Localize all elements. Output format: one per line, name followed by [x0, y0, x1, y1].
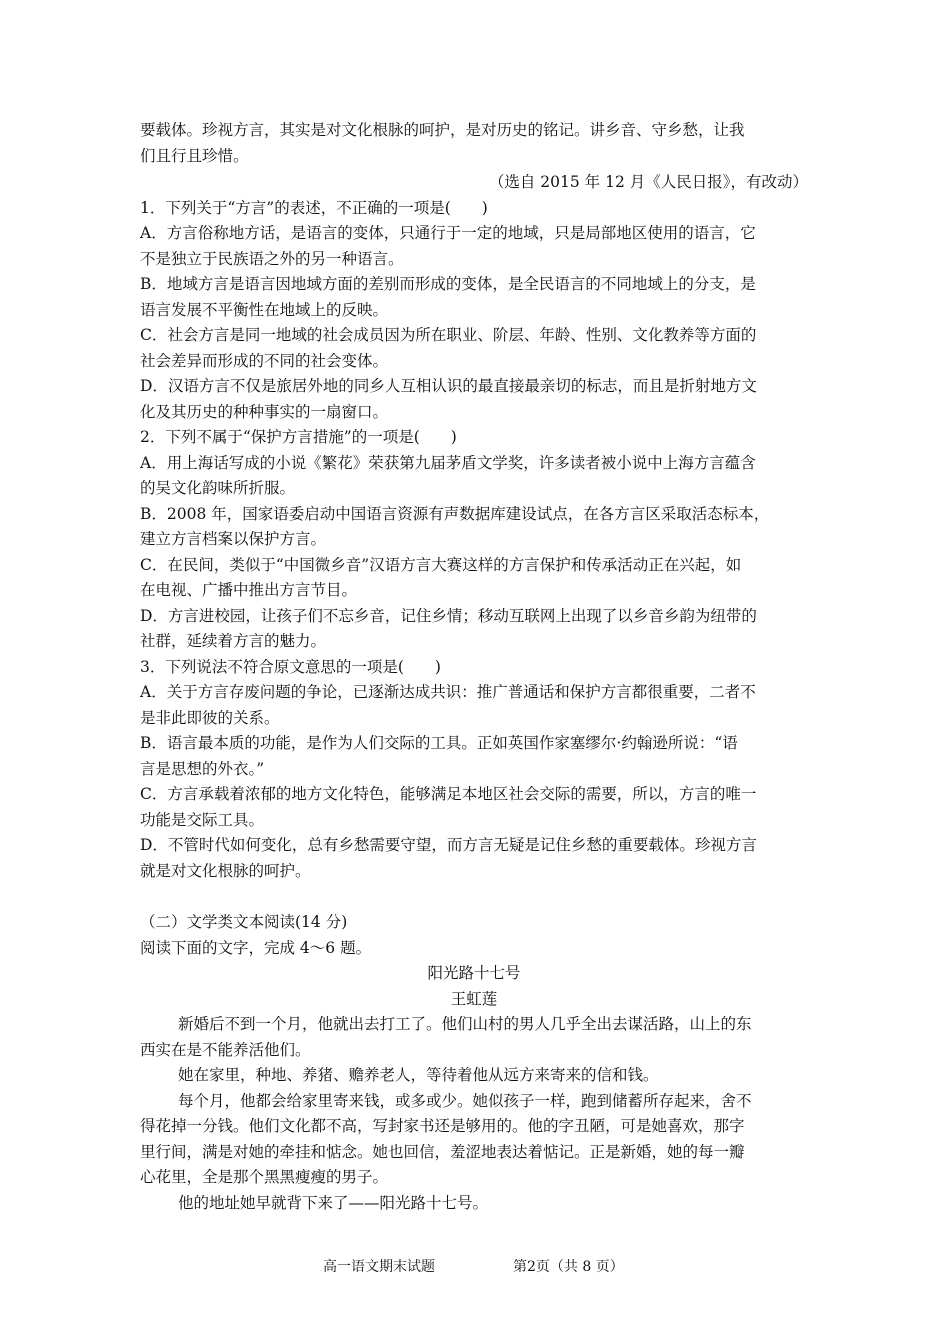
q2-option-b: 建立方言档案以保护方言。 — [140, 530, 327, 548]
footer-page-number: 第2页（共 8 页） — [513, 1259, 624, 1275]
story-paragraph: 每个月，他都会给家里寄来钱，或多或少。她似孩子一样，跑到储蓄所存起来，舍不 — [178, 1092, 752, 1110]
q3-option-b: 言是思想的外衣。” — [140, 760, 265, 778]
q2-option-b: B．2008 年，国家语委启动中国语言资源有声数据库建设试点，在各方言区采取活态标本， — [140, 505, 770, 523]
section-heading: （二）文学类文本阅读(14 分) — [140, 913, 348, 931]
q1-option-a: 不是独立于民族语之外的另一种语言。 — [140, 250, 404, 268]
story-paragraph: 新婚后不到一个月，他就出去打工了。他们山村的男人几乎全出去谋活路，山上的东 — [178, 1015, 752, 1033]
q1-option-d: 化及其历史的种种事实的一扇窗口。 — [140, 403, 389, 421]
story-paragraph: 西实在是不能养活他们。 — [140, 1041, 311, 1059]
q2-option-a: A．用上海话写成的小说《繁花》荣获第九届茅盾文学奖，许多读者被小说中上海方言蕴含 — [140, 454, 756, 472]
source-citation: （选自 2015 年 12 月《人民日报》，有改动） — [488, 173, 808, 191]
q1-option-b: B．地域方言是语言因地域方面的差别而形成的变体，是全民语言的不同地域上的分支，是 — [140, 275, 756, 293]
q1-option-a: A．方言俗称地方话，是语言的变体，只通行于一定的地域，只是局部地区使用的语言，它 — [140, 224, 756, 242]
story-paragraph: 得花掉一分钱。他们文化都不高，写封家书还是够用的。他的字丑陋，可是她喜欢，那字 — [140, 1117, 745, 1135]
section-instruction: 阅读下面的文字，完成 4～6 题。 — [140, 939, 372, 957]
question-2-stem: 2．下列不属于“保护方言措施”的一项是( ) — [140, 428, 457, 446]
q3-option-a: A．关于方言存废问题的争论，已逐渐达成共识：推广普通话和保护方言都很重要，二者不 — [140, 683, 756, 701]
question-3-stem: 3．下列说法不符合原文意思的一项是( ) — [140, 658, 441, 676]
q2-option-d: D．方言进校园，让孩子们不忘乡音，记住乡情；移动互联网上出现了以乡音乡韵为纽带的 — [140, 607, 757, 625]
story-paragraph: 心花里，全是那个黑黑瘦瘦的男子。 — [140, 1168, 389, 1186]
q3-option-c: 功能是交际工具。 — [140, 811, 265, 829]
q3-option-d: 就是对文化根脉的呵护。 — [140, 862, 311, 880]
question-1-stem: 1．下列关于“方言”的表述，不正确的一项是( ) — [140, 199, 488, 217]
q2-option-c: C．在民间，类似于“中国微乡音”汉语方言大赛这样的方言保护和传承活动正在兴起，如 — [140, 556, 742, 574]
story-paragraph: 她在家里，种地、养猪、赡养老人，等待着他从远方来寄来的信和钱。 — [178, 1066, 659, 1084]
q3-option-d: D．不管时代如何变化，总有乡愁需要守望，而方言无疑是记住乡愁的重要载体。珍视方言 — [140, 836, 757, 854]
q3-option-c: C．方言承载着浓郁的地方文化特色，能够满足本地区社会交际的需要，所以，方言的唯一 — [140, 785, 757, 803]
passage-line: 要载体。珍视方言，其实是对文化根脉的呵护，是对历史的铭记。讲乡音、守乡愁，让我 — [140, 121, 745, 139]
q1-option-b: 语言发展不平衡性在地域上的反映。 — [140, 301, 389, 319]
story-paragraph: 里行间，满是对她的牵挂和惦念。她也回信，羞涩地表达着惦记。正是新婚，她的每一瓣 — [140, 1143, 745, 1161]
q1-option-c: C．社会方言是同一地域的社会成员因为所在职业、阶层、年龄、性别、文化教养等方面的 — [140, 326, 757, 344]
q1-option-d: D．汉语方言不仅是旅居外地的同乡人互相认识的最直接最亲切的标志，而且是折射地方文 — [140, 377, 757, 395]
story-title: 阳光路十七号 — [427, 964, 521, 982]
q2-option-c: 在电视、广播中推出方言节目。 — [140, 581, 358, 599]
story-paragraph: 他的地址她早就背下来了——阳光路十七号。 — [178, 1194, 489, 1212]
q3-option-b: B．语言最本质的功能，是作为人们交际的工具。正如英国作家塞缪尔·约翰逊所说：“语 — [140, 734, 738, 752]
q2-option-a: 的吴文化韵味所折服。 — [140, 479, 296, 497]
q2-option-d: 社群，延续着方言的魅力。 — [140, 632, 327, 650]
q3-option-a: 是非此即彼的关系。 — [140, 709, 280, 727]
q1-option-c: 社会差异而形成的不同的社会变体。 — [140, 352, 389, 370]
story-author: 王虹莲 — [450, 990, 498, 1008]
footer-exam-title: 高一语文期末试题 — [323, 1259, 435, 1275]
passage-line: 们且行且珍惜。 — [140, 147, 249, 165]
